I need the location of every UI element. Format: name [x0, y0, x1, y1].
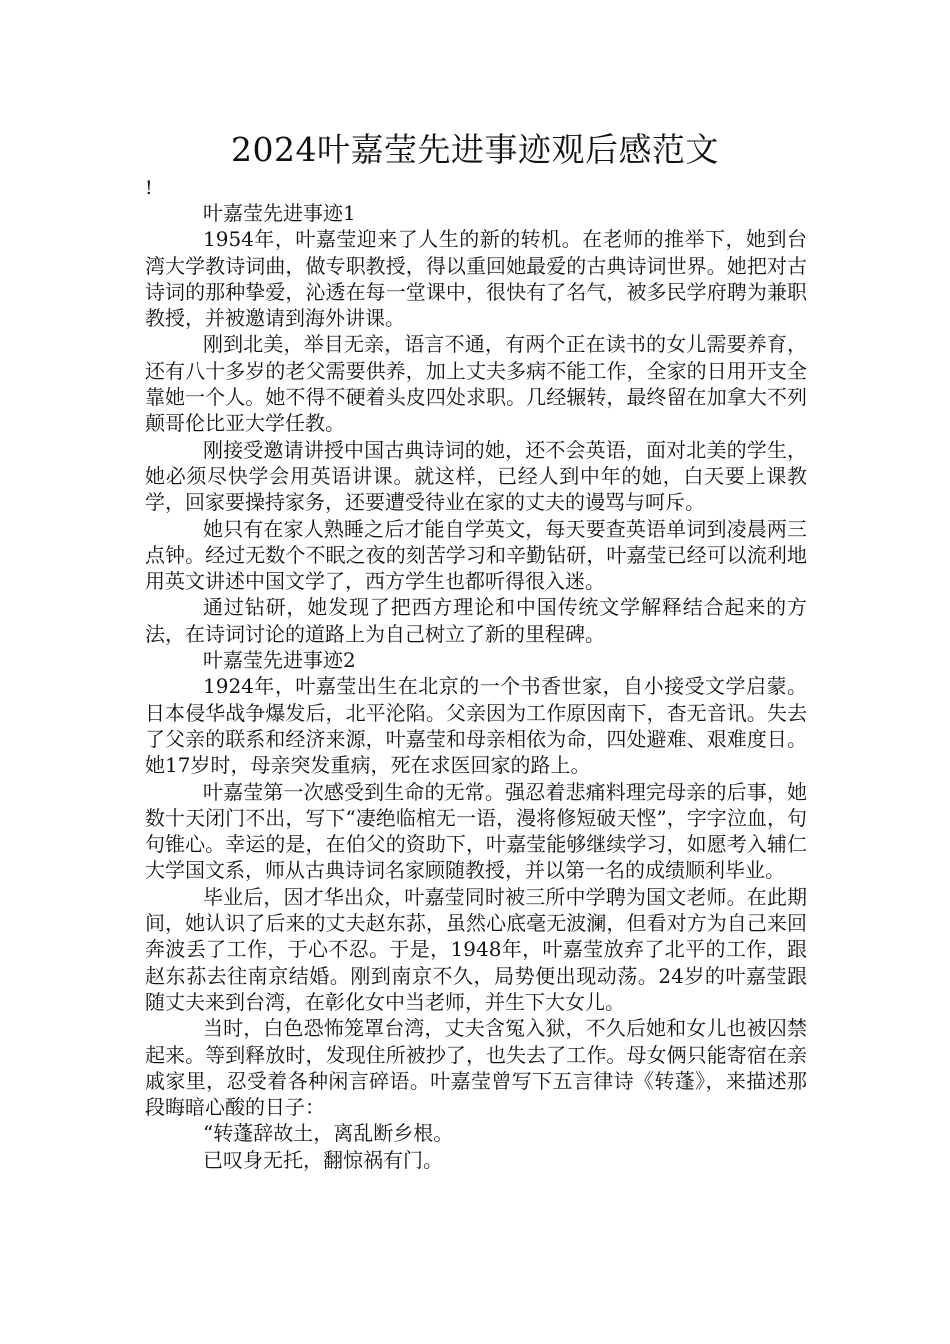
poem-line: 已叹身无托，翻惊祸有门。 [203, 1147, 443, 1172]
paragraph: 通过钻研，她发现了把西方理论和中国传统文学解释结合起来的方法，在诗词讨论的道路上为自己树立了新的里程碑。 [145, 595, 807, 646]
document-body [145, 200, 807, 1173]
paragraph: 刚到北美，举目无亲，语言不通，有两个正在读书的女儿需要养育，还有八十多岁的老父需要供养，加上丈夫多病不能工作，全家的日用开支全靠她一个人。她不得不硬着头皮四处求职。几经辗转，最终留在加拿大不列颠哥伦比亚大学任教。 [145, 332, 807, 436]
exclamation-mark: ! [145, 177, 153, 199]
document-title: 2024叶嘉莹先进事迹观后感范文 [231, 130, 719, 169]
paragraph: 叶嘉莹第一次感受到生命的无常。强忍着悲痛料理完母亲的后事，她数十天闭门不出，写下“凄绝临棺无一语，漫将修短破天悭”，字字泣血，句句锥心。幸运的是，在伯父的资助下，叶嘉莹能够继续学习，如愿考入辅仁大学国文系，师从古典诗词名家顾随教授，并以第一名的成绩顺利毕业。 [145, 779, 807, 883]
paragraph: 刚接受邀请讲授中国古典诗词的她，还不会英语，面对北美的学生，她必须尽快学会用英语讲课。就这样，已经人到中年的她，白天要上课教学，回家要操持家务，还要遭受待业在家的丈夫的谩骂与呵斥。 [145, 437, 807, 515]
paragraph: 她只有在家人熟睡之后才能自学英文，每天要查英语单词到凌晨两三点钟。经过无数个不眠之夜的刻苦学习和辛勤钻研，叶嘉莹已经可以流利地用英文讲述中国文学了，西方学生也都听得很入迷。 [145, 516, 807, 594]
section-heading-1: 叶嘉莹先进事迹1 [203, 201, 356, 225]
section-heading-2: 叶嘉莹先进事迹2 [203, 648, 356, 673]
paragraph: 1954年，叶嘉莹迎来了人生的新的转机。在老师的推举下，她到台湾大学教诗词曲，做专职教授，得以重回她最爱的古典诗词世界。她把对古诗词的那种挚爱，沁透在每一堂课中，很快有了名气，被多民学府聘为兼职教授，并被邀请到海外讲课。 [145, 227, 807, 331]
poem-line: “转蓬辞故土，离乱断乡根。 [203, 1121, 454, 1146]
paragraph: 1924年，叶嘉莹出生在北京的一个书香世家，自小接受文学启蒙。日本侵华战争爆发后，北平沦陷。父亲因为工作原因南下，杳无音讯。失去了父亲的联系和经济来源，叶嘉莹和母亲相依为命，四处避难、艰难度日。她17岁时，母亲突发重病，死在求医回家的路上。 [145, 674, 807, 778]
paragraph: 当时，白色恐怖笼罩台湾，丈夫含冤入狱，不久后她和女儿也被囚禁起来。等到释放时，发现住所被抄了，也失去了工作。母女俩只能寄宿在亲戚家里，忍受着各种闲言碎语。叶嘉莹曾写下五言律诗《转蓬》，来描述那段晦暗心酸的日子： [145, 1016, 807, 1120]
paragraph: 毕业后，因才华出众，叶嘉莹同时被三所中学聘为国文老师。在此期间，她认识了后来的丈夫赵东荪，虽然心底毫无波澜，但看对方为自己来回奔波丢了工作，于心不忍。于是，1948年，叶嘉莹放弃了北平的工作，跟赵东荪去往南京结婚。刚到南京不久，局势便出现动荡。24岁的叶嘉莹跟随丈夫来到台湾，在彰化女中当老师，并生下大女儿。 [145, 884, 807, 1014]
